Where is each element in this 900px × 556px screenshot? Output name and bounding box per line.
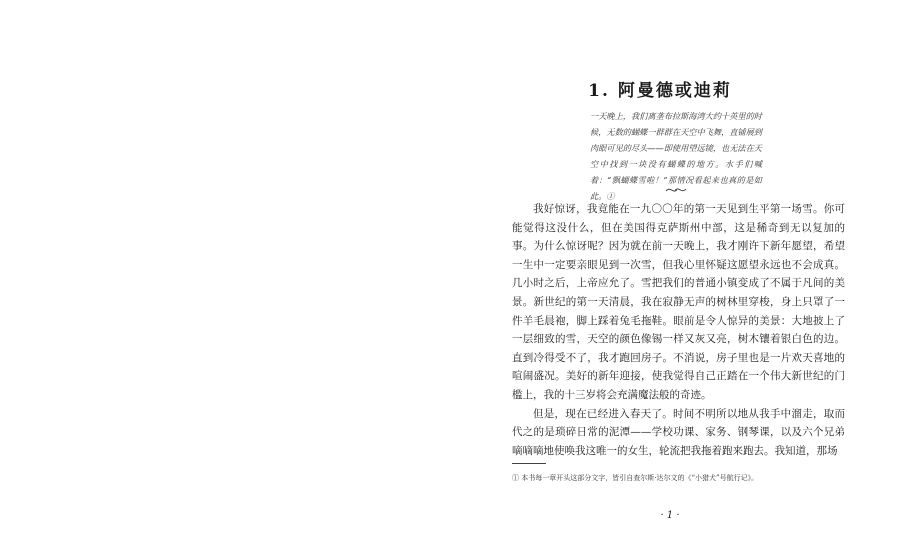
ornament-icon: [664, 185, 688, 195]
epigraph: 一天晚上，我们离垄布拉斯海湾大约十英里的时候，无数的蝴蝶一群群在天空中飞舞，直铺展到肉眼可见的尽头——即使用望远镜，也无法在天空中找到一块没有蝴蝶的地方。水手们喊着：“飘蝴蝶雪啦！”那情况看起来也真的是如此。①: [590, 111, 762, 201]
chapter-title: 1. 阿曼德或迪莉: [588, 81, 732, 101]
body-paragraph: 我好惊讶，我竟能在一九〇〇年的第一天见到生平第一场雪。你可能觉得这没什么，但在美国得克萨斯州中部，这是稀奇到无以复加的事。为什么惊讶呢？因为就在前一天晚上，我才刚许下新年愿望，希望一生中一定要亲眼见到一次雪，但我心里怀疑这愿望永远也不会成真。几小时之后，上帝应允了。雪把我们的普通小镇变成了不属于凡间的美景。新世纪的第一天清晨，我在寂静无声的树林里穿梭，身上只罩了一件羊毛晨袍，脚上踩着兔毛拖鞋。眼前是令人惊异的美景：大地披上了一层细致的雪，天空的颜色像锡一样又灰又亮，树木镶着银白色的边。直到冷得受不了，我才跑回房子。不消说，房子里也是一片欢天喜地的喧闹盛况。美好的新年迎接，使我觉得自己正踏在一个伟大新世纪的门槛上，我的十三岁将会充满魔法般的奇迹。: [512, 203, 845, 401]
body-paragraph: 但是，现在已经进入春天了。时间不明所以地从我手中溜走，取而代之的是琐碎日常的泥潭——学校功课、家务、钢琴课，以及六个兄弟嘀嘀嘀地使唤我这唯一的女生，轮流把我拖着跑来跑去。我知道，那场: [512, 407, 845, 457]
page-number: · 1 ·: [660, 510, 680, 521]
body-text: [512, 200, 845, 460]
footnote-divider: [512, 463, 546, 464]
footnote: ① 本书每一章开头这部分文字，皆引自查尔斯·达尔文的《“小猎犬”号航行记》。: [512, 474, 759, 482]
